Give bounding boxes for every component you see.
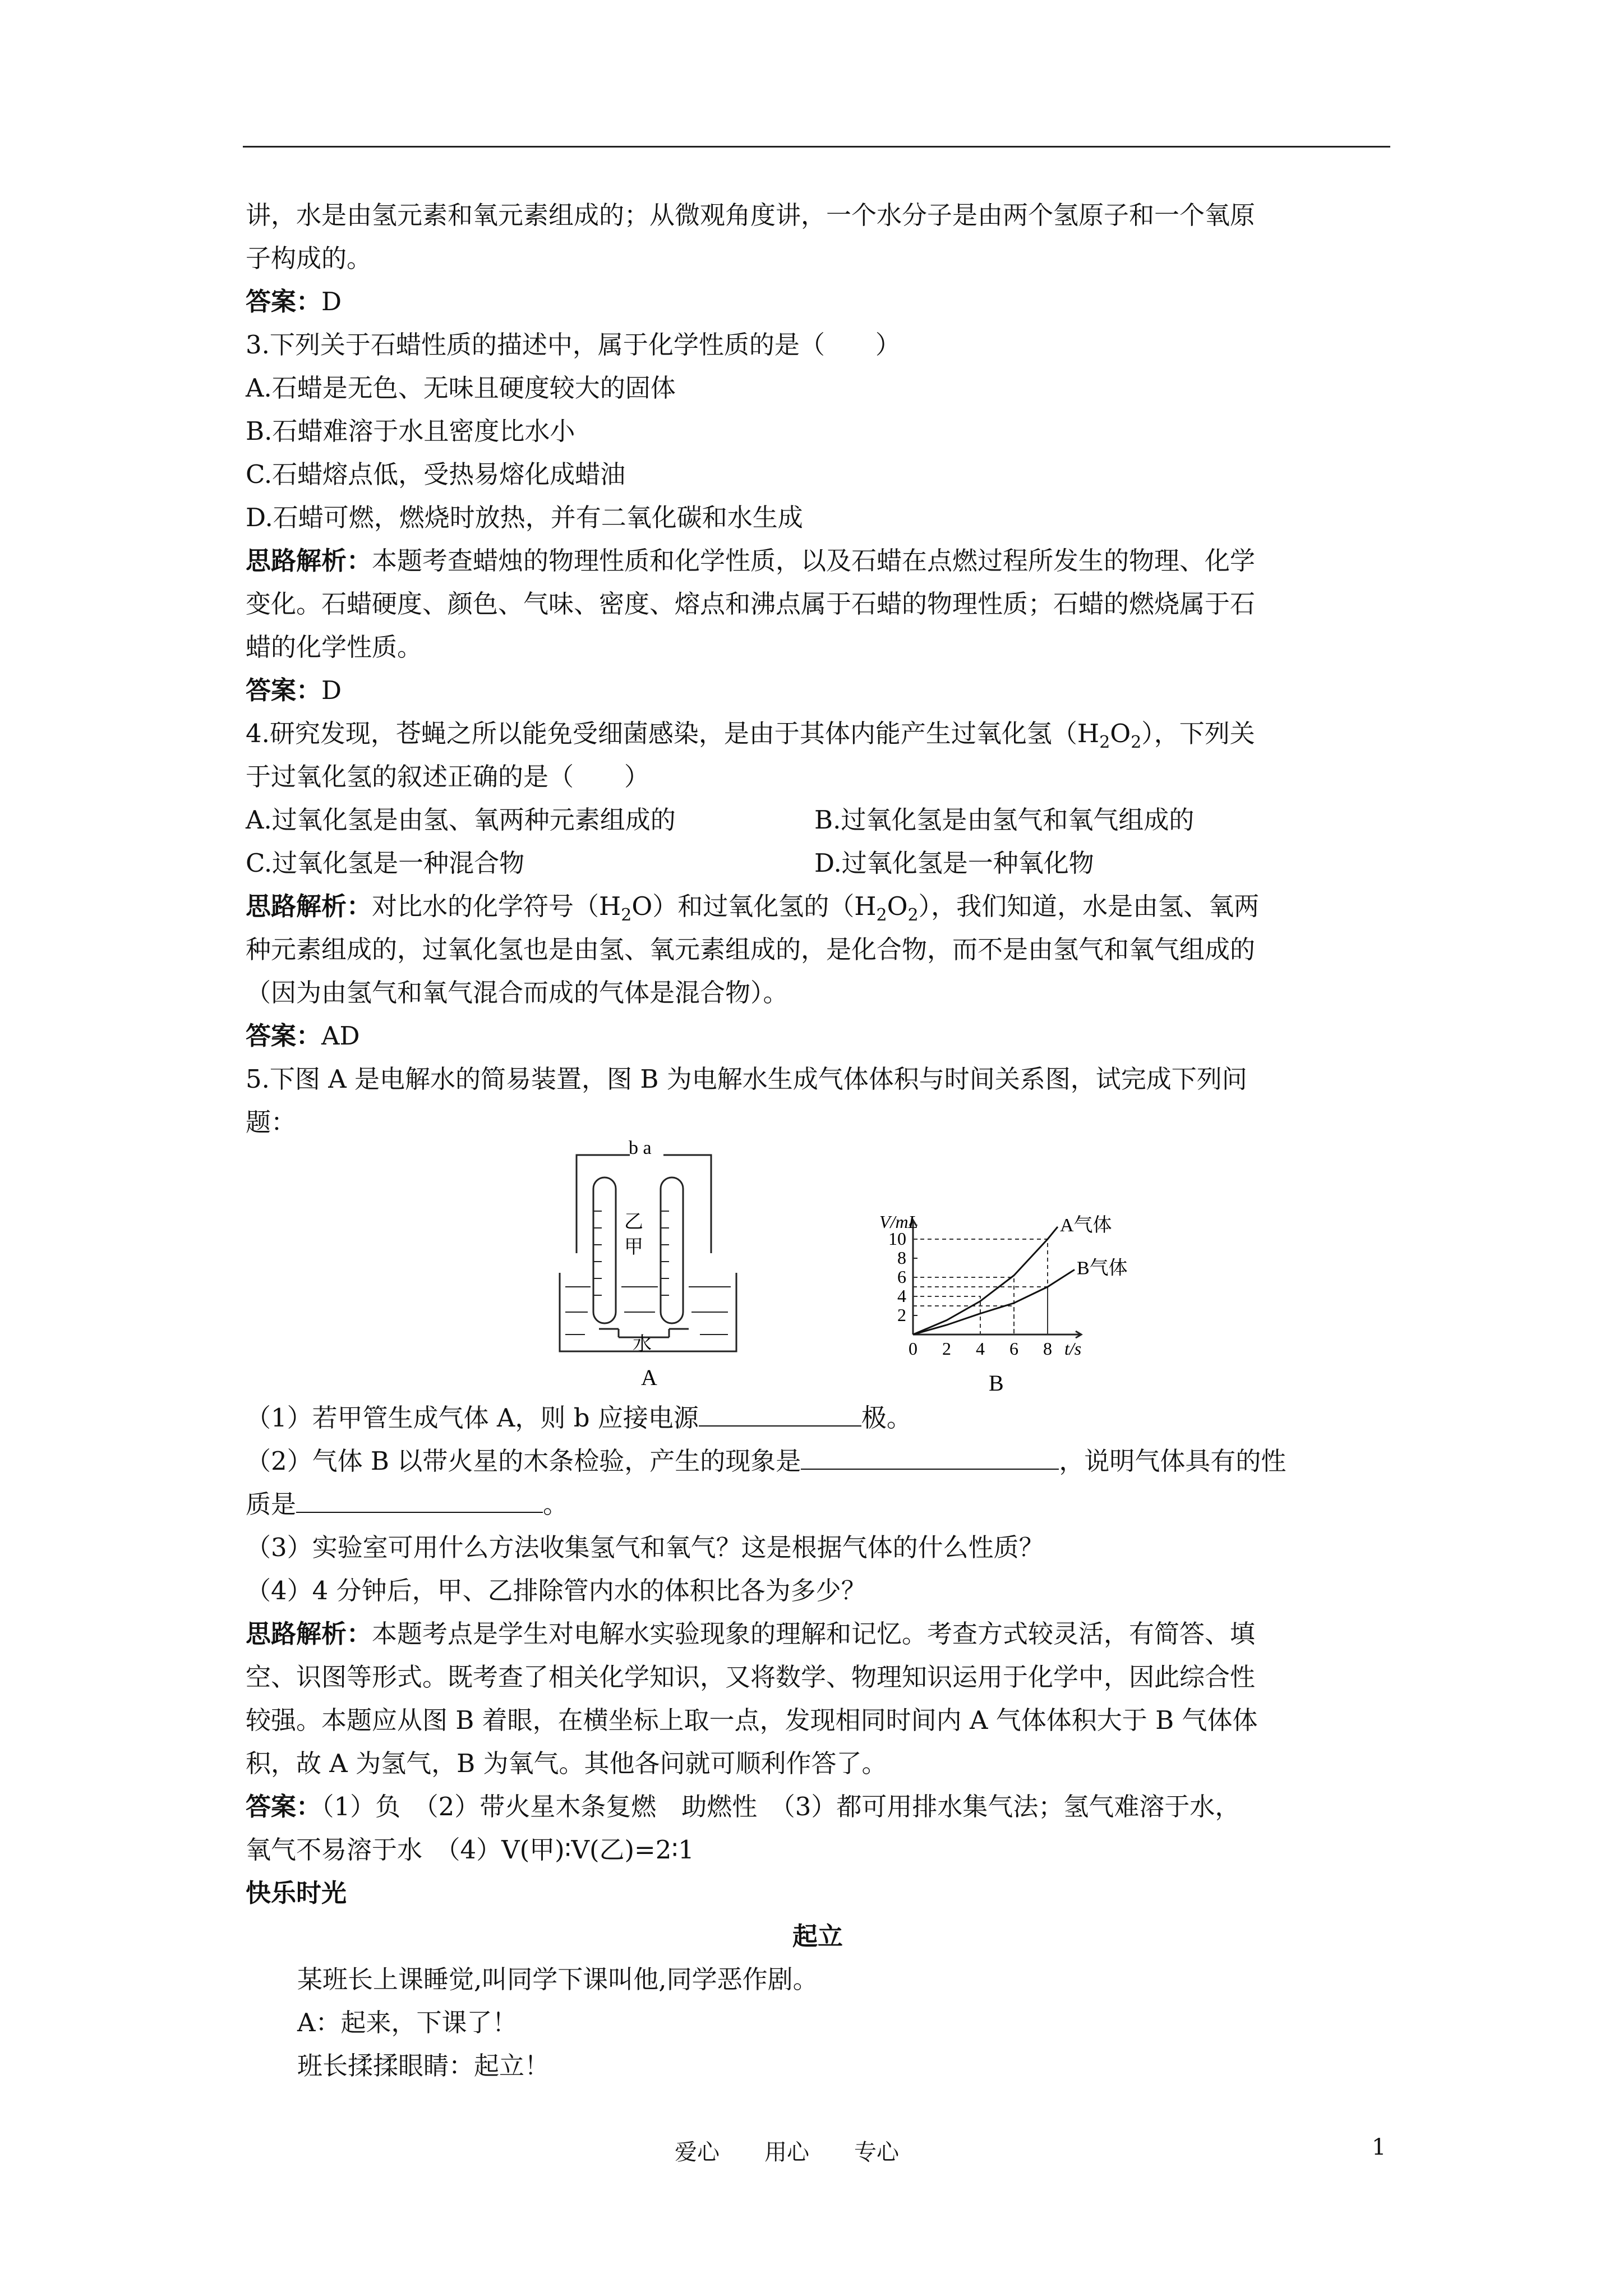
sub-question-2 [246, 1439, 1390, 1483]
answer-label: 答案： [246, 287, 322, 316]
y-tick-label: 2 [897, 1305, 906, 1325]
question-text: （1）若甲管生成气体 A，则 b 应接电源 [246, 1403, 699, 1433]
question-text: 4.研究发现，苍蝇之所以能免受细菌感染，是由于其体内能产生过氧化氢（H [246, 719, 1100, 748]
analysis-line: （因为由氢气和氧气混合而成的气体是混合物）。 [246, 978, 789, 1007]
y-tick-label: 8 [897, 1248, 906, 1268]
x-tick-label: 4 [976, 1338, 985, 1359]
question-4 [246, 712, 1390, 755]
option-d: D.过氧化氢是一种氧化物 [814, 848, 1094, 878]
footer-motto: 爱心 用心 专心 [675, 2139, 899, 2165]
y-tick-label: 4 [897, 1286, 906, 1306]
analysis-text: 本题考点是学生对电解水实验现象的理解和记忆。考查方式较灵活，有简答、填 [372, 1619, 1256, 1649]
sub-question-1 [246, 1396, 1390, 1439]
subscript: 2 [907, 905, 919, 925]
sub-question-3: （3）实验室可用什么方法收集氢气和氧气？这是根据气体的什么性质？ [246, 1533, 1044, 1562]
analysis-line: 积，故 A 为氢气，B 为氧气。其他各问就可顺利作答了。 [246, 1749, 887, 1778]
x-tick-label: 8 [1043, 1338, 1052, 1359]
answer-line [246, 1014, 1390, 1057]
figure-b-chart [851, 1144, 1128, 1396]
answer-value: D [321, 675, 342, 705]
x-tick-label: 6 [1009, 1338, 1018, 1359]
answer-blank[interactable] [699, 1397, 861, 1427]
subscript: 2 [1099, 733, 1110, 752]
page-number: 1 [1372, 2134, 1386, 2160]
analysis-line: 种元素组成的，过氧化氢也是由氢、氧元素组成的，是化合物，而不是由氢气和氧气组成的 [246, 935, 1256, 964]
page-footer [0, 2134, 1623, 2168]
question-text: O [1110, 719, 1131, 748]
panel-label-b: B [989, 1370, 1004, 1396]
joke-line: 班长揉揉眼睛：起立！ [297, 2051, 550, 2081]
answer-blank[interactable] [801, 1441, 1059, 1470]
tube-label-yi: 乙 [624, 1212, 643, 1232]
option-c: C.过氧化氢是一种混合物 [246, 848, 525, 878]
subscript: 2 [1131, 733, 1142, 752]
guide-line [913, 1296, 980, 1335]
question-4-cont: 于过氧化氢的叙述正确的是（ ） [246, 762, 650, 792]
question-text: ，说明气体具有的性 [1059, 1446, 1287, 1476]
analysis-line [246, 885, 1390, 928]
question-text: （2）气体 B 以带火星的木条检验，产生的现象是 [246, 1446, 801, 1476]
option-row [246, 841, 1390, 885]
x-axis-label: t/s [1064, 1338, 1082, 1359]
series-label: A气体 [1060, 1214, 1112, 1236]
answer-value: （1）负 （2）带火星木条复燃 助燃性 （3）都可用排水集气法；氢气难溶于水， [321, 1792, 1241, 1821]
option-b: B.过氧化氢是由氢气和氧气组成的 [814, 805, 1195, 835]
analysis-line: 变化。石蜡硬度、颜色、气味、密度、熔点和沸点属于石蜡的物理性质；石蜡的燃烧属于石 [246, 589, 1256, 619]
option-a: A.过氧化氢是由氢、氧两种元素组成的 [246, 805, 676, 835]
joke-line: A：起来，下课了！ [297, 2008, 518, 2037]
analysis-line: 蜡的化学性质。 [246, 632, 423, 662]
analysis-line [246, 539, 1390, 582]
series-line [913, 1227, 1058, 1335]
analysis-text: O [887, 891, 908, 921]
analysis-label: 思路解析： [246, 891, 372, 921]
answer-line: 氧气不易溶于水 （4）V(甲)∶V(乙)=2∶1 [246, 1835, 694, 1865]
answer-value: AD [321, 1021, 360, 1051]
option-c: C.石蜡熔点低，受热易熔化成蜡油 [246, 459, 626, 489]
sub-question-2-cont [246, 1483, 1390, 1526]
analysis-text: 对比水的化学符号（H [372, 891, 621, 921]
question-5: 5.下图 A 是电解水的简易装置，图 B 为电解水生成气体体积与时间关系图，试完成下列问 [246, 1064, 1247, 1094]
analysis-line: 较强。本题应从图 B 着眼，在横坐标上取一点，发现相同时间内 A 气体体积大于 B 气体体 [246, 1705, 1258, 1735]
sub-question-4: （4）4 分钟后，甲、乙排除管内水的体积比各为多少？ [246, 1576, 866, 1605]
option-row [246, 798, 1390, 841]
tube-label-jia: 甲 [624, 1237, 643, 1258]
option-a: A.石蜡是无色、无味且硬度较大的固体 [246, 373, 676, 403]
question-3: 3.下列关于石蜡性质的描述中，属于化学性质的是（ ） [246, 330, 901, 360]
analysis-line: 空、识图等形式。既考查了相关化学知识，又将数学、物理知识运用于化学中，因此综合性 [246, 1662, 1256, 1692]
y-axis-label: V/mL [879, 1212, 919, 1232]
page-content [246, 194, 1390, 2087]
answer-value: D [321, 287, 342, 316]
series-label: B气体 [1077, 1258, 1128, 1279]
header-rule [243, 146, 1390, 148]
section-heading: 快乐时光 [246, 1878, 347, 1908]
option-b: B.石蜡难溶于水且密度比水小 [246, 416, 575, 446]
question-text: ），下列关 [1141, 719, 1255, 748]
analysis-text: 本题考查蜡烛的物理性质和化学性质，以及石蜡在点燃过程所发生的物理、化学 [372, 546, 1256, 576]
text-line: 讲，水是由氢元素和氧元素组成的；从微观角度讲，一个水分子是由两个氢原子和一个氧原 [246, 200, 1256, 230]
joke-line: 某班长上课睡觉,叫同学下课叫他,同学恶作剧。 [297, 1964, 818, 1994]
panel-label-a: A [641, 1365, 657, 1390]
answer-label: 答案： [246, 1021, 322, 1051]
analysis-label: 思路解析： [246, 1619, 372, 1649]
answer-label: 答案： [246, 1792, 322, 1821]
y-tick-label: 10 [888, 1228, 906, 1249]
question-text: 质是 [246, 1489, 297, 1519]
y-tick-label: 6 [897, 1267, 906, 1287]
water-label: 水 [633, 1334, 652, 1355]
question-5-cont: 题： [246, 1107, 297, 1137]
option-d: D.石蜡可燃，燃烧时放热，并有二氧化碳和水生成 [246, 503, 803, 532]
joke-title: 起立 [792, 1921, 843, 1951]
answer-label: 答案： [246, 675, 322, 705]
analysis-label: 思路解析： [246, 546, 372, 576]
figure [246, 1138, 1390, 1396]
question-text: 。 [543, 1489, 569, 1519]
subscript: 2 [876, 905, 887, 925]
electrode-labels: b a [629, 1138, 652, 1158]
x-tick-label: 2 [942, 1338, 951, 1359]
figure-a-apparatus [532, 1138, 767, 1396]
analysis-text: ），我们知道，水是由氢、氧两 [918, 891, 1260, 921]
answer-line [246, 669, 1390, 712]
text-line: 子构成的。 [246, 243, 372, 273]
answer-blank[interactable] [296, 1484, 543, 1513]
analysis-line [246, 1612, 1390, 1655]
subscript: 2 [621, 905, 632, 925]
answer-line [246, 280, 1390, 323]
answer-line [246, 1785, 1390, 1828]
analysis-text: O）和过氧化氢的（H [631, 891, 877, 921]
x-tick-label: 0 [909, 1338, 917, 1359]
question-text: 极。 [861, 1403, 912, 1433]
